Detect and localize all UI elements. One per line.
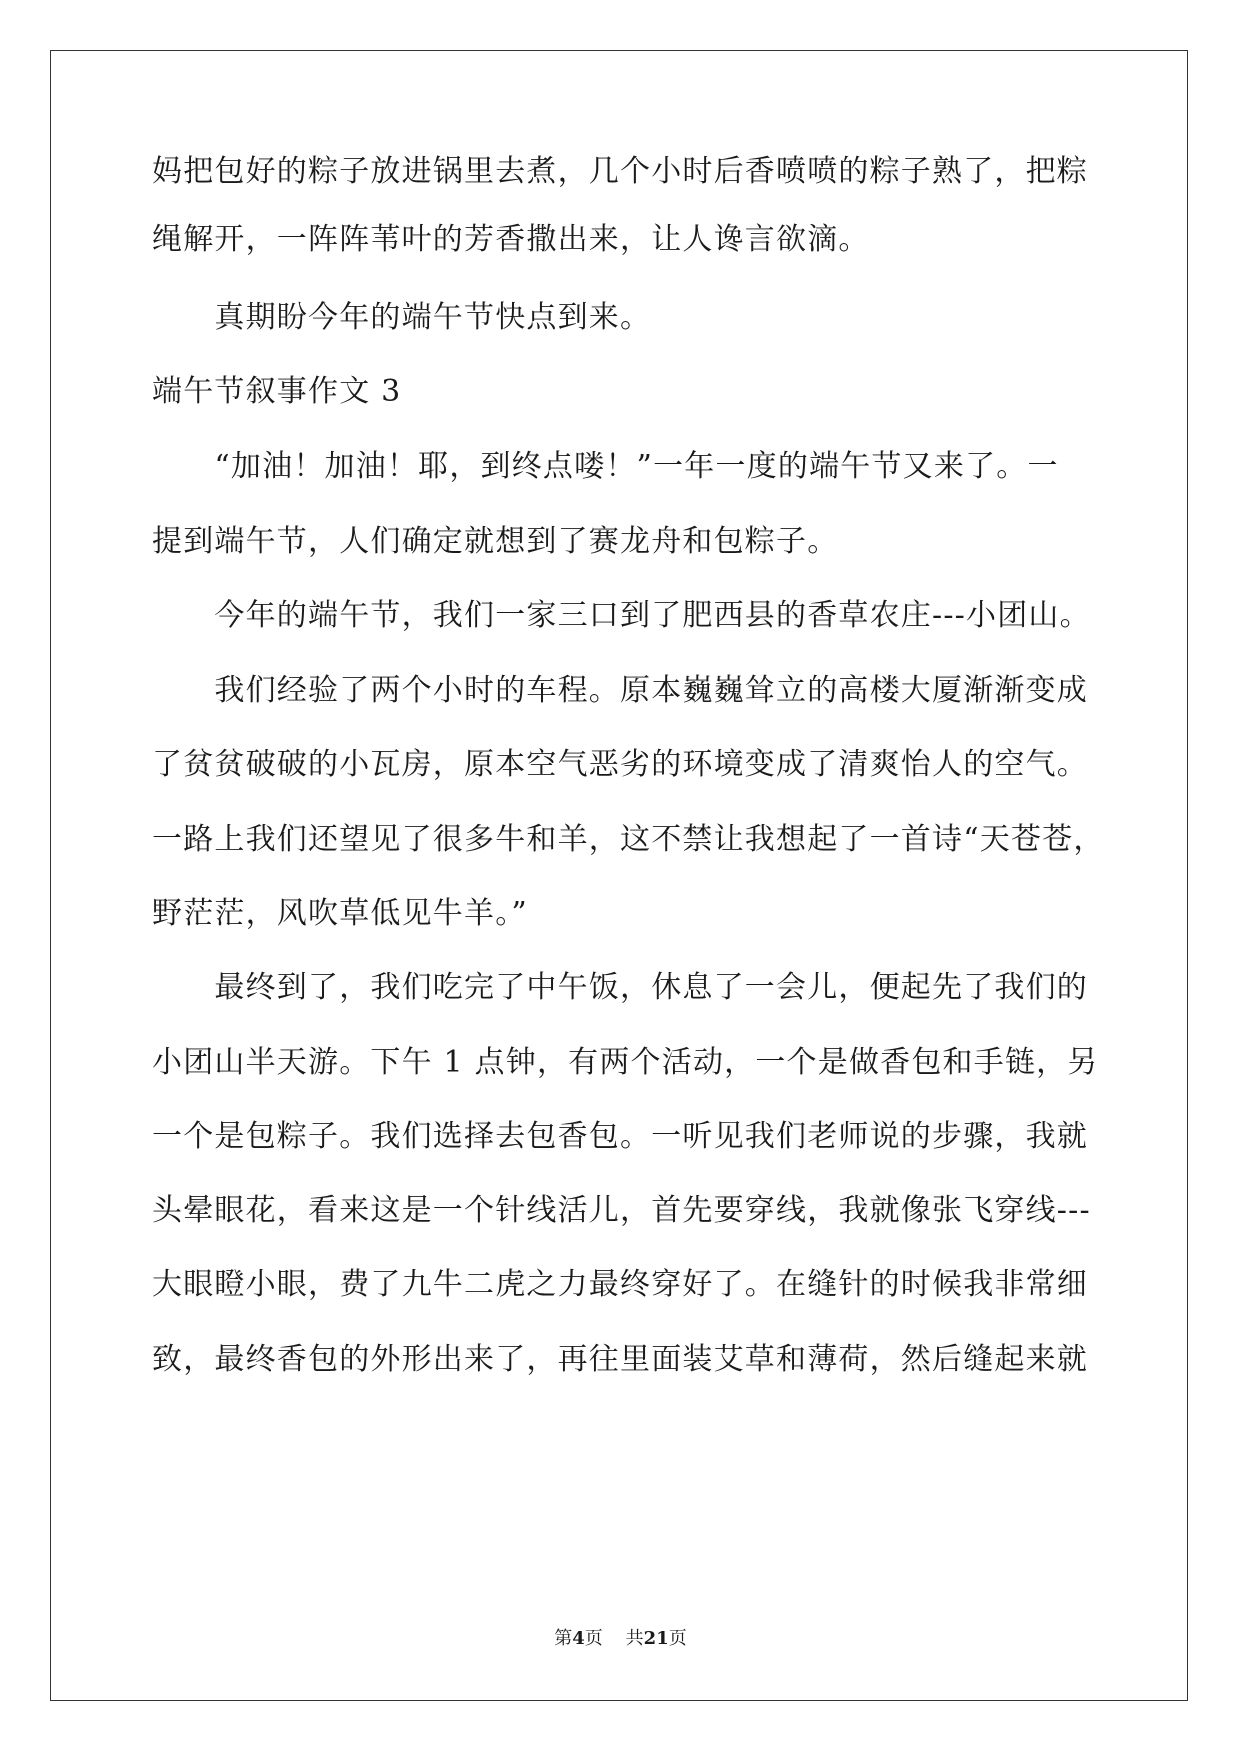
text-line: 一个是包粽子。我们选择去包香包。一听见我们老师说的步骤，我就	[152, 1119, 1088, 1154]
page-footer	[0, 1624, 1241, 1650]
text-line: 提到端午节，人们确定就想到了赛龙舟和包粽子。	[152, 524, 839, 559]
total-pages-number: 21	[643, 1628, 669, 1649]
text-line: 最终到了，我们吃完了中午饭，休息了一会儿，便起先了我们的	[152, 970, 1088, 1005]
text-line: 头晕眼花，看来这是一个针线活儿，首先要穿线，我就像张飞穿线---	[152, 1193, 1091, 1228]
text-line: 我们经验了两个小时的车程。原本巍巍耸立的高楼大厦渐渐变成	[152, 673, 1088, 708]
text-line: 野茫茫，风吹草低见牛羊。”	[152, 896, 528, 931]
current-page-number: 4	[572, 1628, 585, 1649]
section-heading: 端午节叙事作文 3	[152, 374, 402, 409]
text-line: 妈把包好的粽子放进锅里去煮，几个小时后香喷喷的粽子熟了，把粽	[152, 154, 1088, 189]
text-line: 了贫贫破破的小瓦房，原本空气恶劣的环境变成了清爽怡人的空气。	[152, 747, 1088, 782]
text-line: 真期盼今年的端午节快点到来。	[152, 300, 652, 335]
total-prefix: 共	[625, 1628, 644, 1649]
text-line: 致，最终香包的外形出来了，再往里面装艾草和薄荷，然后缝起来就	[152, 1342, 1088, 1377]
text-line: “加油！加油！耶，到终点喽！”一年一度的端午节又来了。一	[152, 449, 1059, 484]
total-suffix: 页	[668, 1628, 687, 1649]
text-line: 大眼瞪小眼，费了九牛二虎之力最终穿好了。在缝针的时候我非常细	[152, 1267, 1088, 1302]
text-line: 今年的端午节，我们一家三口到了肥西县的香草农庄---小团山。	[152, 598, 1091, 633]
page-suffix: 页	[584, 1628, 603, 1649]
text-line: 小团山半天游。下午 1 点钟，有两个活动，一个是做香包和手链，另	[152, 1045, 1099, 1080]
text-line: 绳解开，一阵阵苇叶的芳香撒出来，让人谗言欲滴。	[152, 222, 870, 257]
page-prefix: 第	[554, 1628, 573, 1649]
text-line: 一路上我们还望见了很多牛和羊，这不禁让我想起了一首诗“天苍苍，	[152, 822, 1105, 857]
